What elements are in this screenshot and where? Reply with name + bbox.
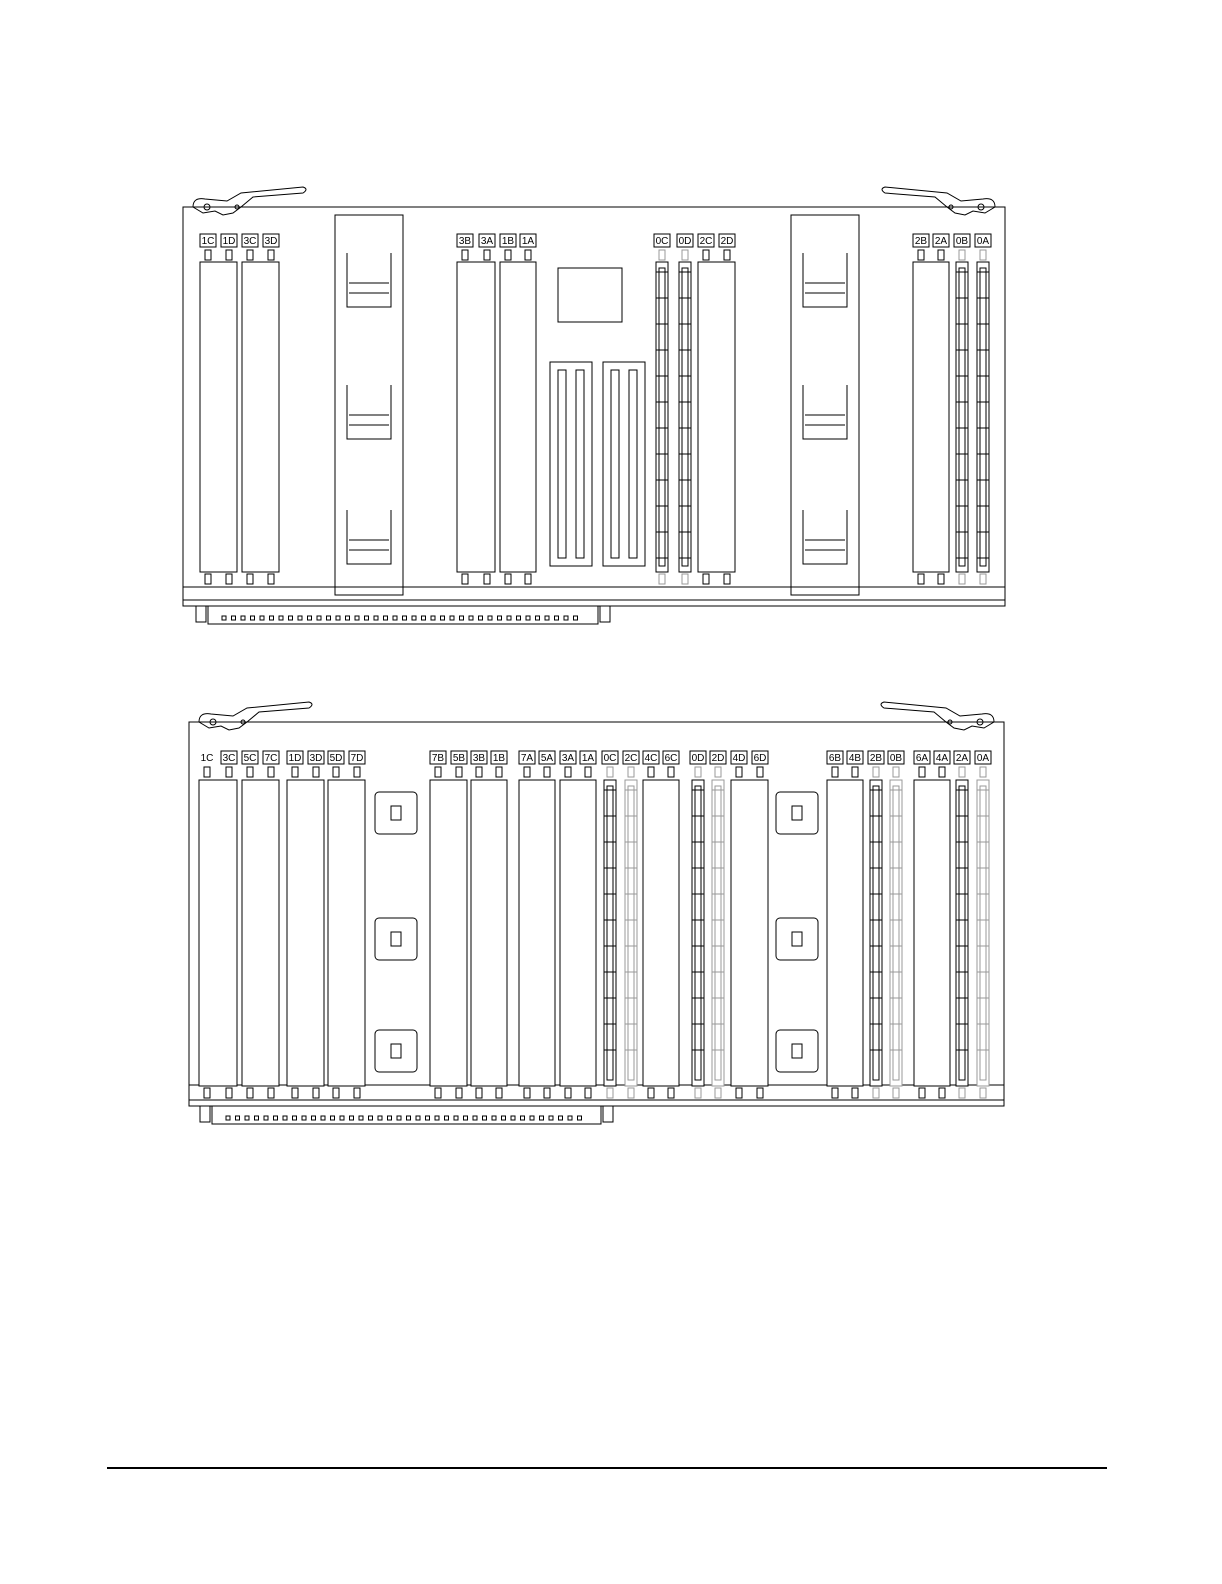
board-top-connector-key-right [600,606,610,622]
board-bottom-connector-pin [369,1116,373,1120]
board-top-connector-pin [422,616,426,620]
board-bottom-dimm-module [328,780,365,1086]
board-bottom-slot-label: 0D [691,753,705,764]
board-bottom-slot-label: 1C [200,753,214,764]
board-top-bottom-latch [205,574,211,584]
board-top-connector-pin [431,616,435,620]
board-top-heatsink-bracket [335,215,403,595]
board-bottom-top-latch [607,767,613,777]
board-top-ejector-left-body [193,187,306,215]
board-bottom-top-latch [496,767,502,777]
board-top-bottom-latch [226,574,232,584]
board-top-top-latch [918,250,924,260]
board-bottom-standoff [375,1030,417,1072]
board-top-connector-pin [393,616,397,620]
board-bottom-slot-label: 1A [581,753,595,764]
board-top-connector-pin [298,616,302,620]
board-bottom-bottom-latch [832,1088,838,1098]
board-top-socket [550,362,592,566]
board-top-slot-label: 1C [201,236,215,247]
board-top-connector-pin [260,616,264,620]
board-bottom-slot-label: 3D [309,753,323,764]
board-bottom-top-latch [226,767,232,777]
board-top-bottom-latch [980,574,986,584]
board-bottom-standoff [375,792,417,834]
board-top-connector-pin [251,616,255,620]
board-bottom-bottom-latch [247,1088,253,1098]
board-top-connector-pin [403,616,407,620]
board-top-connector-pin [498,616,502,620]
board-bottom-empty-slot-inner [607,786,613,1080]
board-top-connector-pin [469,616,473,620]
board-top-socket-rail [611,370,619,558]
board-top-connector-pin [450,616,454,620]
board-bottom-connector-pin [359,1116,363,1120]
board-bottom-connector-pin [302,1116,306,1120]
board-bottom-bottom-latch [715,1088,721,1098]
board-top-empty-slot-inner [659,268,665,566]
board-top-connector-pin [222,616,226,620]
board-bottom-connector-pin [435,1116,439,1120]
board-top-connector-pin [412,616,416,620]
board-bottom-slot-label: 1B [492,753,506,764]
board-top-top-latch [659,250,665,260]
board-bottom-dimm-module [430,780,467,1086]
board-bottom-slot-label: 2D [711,753,725,764]
board-bottom-connector-pin [483,1116,487,1120]
board-top-bottom-latch [505,574,511,584]
board-bottom-bottom-latch [435,1088,441,1098]
board-bottom-connector-pin [559,1116,563,1120]
board-bottom-bottom-latch [544,1088,550,1098]
board-bottom-standoff [776,1030,818,1072]
board-bottom-ejector-right [881,702,994,730]
board-top-slot-label: 1B [501,236,515,247]
board-top-connector-pin [374,616,378,620]
board-bottom-top-latch [628,767,634,777]
board-bottom-top-latch [354,767,360,777]
board-bottom-connector-key-right [603,1106,613,1122]
board-bottom-top-latch [893,767,899,777]
board-top-dimm-module [913,262,949,572]
board-bottom-connector-pin [511,1116,515,1120]
board-bottom-connector-pin [293,1116,297,1120]
board-top-top-latch [703,250,709,260]
board-top-slot-label: 2A [934,236,948,247]
board-top-top-latch [462,250,468,260]
board-bottom-top-latch [333,767,339,777]
board-bottom-empty-slot-inner [715,786,721,1080]
board-top-connector-pin [488,616,492,620]
board-top-dimm-module [500,262,536,572]
board-bottom-slot-label: 2C [624,753,638,764]
board-bottom-slot-label: 1D [288,753,302,764]
board-bottom-connector-pin [445,1116,449,1120]
board-top-bracket-clip [803,510,847,564]
board-bottom-bottom-latch [354,1088,360,1098]
board-top-ejector-left [193,187,306,215]
board-bottom-standoff [375,918,417,960]
board-top-slot-label: 2B [914,236,928,247]
board-top-top-latch [980,250,986,260]
board-bottom-standoff [776,792,818,834]
board-bottom-slot-label: 2A [955,753,969,764]
board-top-connector-pin [479,616,483,620]
board-top-connector-pin [545,616,549,620]
board-bottom-connector-pin [473,1116,477,1120]
board-top-bracket-clip [803,253,847,307]
board-top-connector-pin [555,616,559,620]
board-top-bottom-latch [247,574,253,584]
board-bottom-connector-pin [578,1116,582,1120]
board-bottom-empty-slot-inner [980,786,986,1080]
board-bottom-connector-pin [388,1116,392,1120]
board-bottom-connector-pin [312,1116,316,1120]
board-bottom-slot-label: 3B [472,753,486,764]
board-bottom-top-latch [544,767,550,777]
board-top-connector-pin [564,616,568,620]
board-bottom-bottom-latch [456,1088,462,1098]
board-top-connector-pin [574,616,578,620]
board-bottom-bottom-latch [736,1088,742,1098]
board-bottom-slot-label: 7C [264,753,278,764]
board-bottom-slot-label: 2B [869,753,883,764]
board-top-slot-label: 1D [222,236,236,247]
board-bottom-top-latch [757,767,763,777]
board-bottom-top-latch [648,767,654,777]
board-top-slot-label: 3D [264,236,278,247]
board-top-ejector-right-body [882,187,995,215]
board-bottom-standoff-hole [792,806,802,820]
board-bottom-connector-pin [540,1116,544,1120]
board-bottom-slot-label: 6A [915,753,929,764]
board-top-top-latch [205,250,211,260]
board-bottom-slot-label: 7D [350,753,364,764]
board-bottom-slot-label: 3C [222,753,236,764]
board-bottom-connector-pin [283,1116,287,1120]
board-top-bracket-clip [347,253,391,307]
board-bottom-edge-connector [212,1106,601,1124]
board-bottom-ejector-right-body [881,702,994,730]
board-bottom-bottom-latch [204,1088,210,1098]
board-top-slot-label: 0D [678,236,692,247]
board-top-connector-pin [317,616,321,620]
board-bottom-bottom-latch [313,1088,319,1098]
board-top-bottom-latch [525,574,531,584]
board-bottom-slot-label: 5C [243,753,257,764]
board-top-bottom-latch [938,574,944,584]
board-top-slot-label: 3C [243,236,257,247]
board-bottom-standoff [776,918,818,960]
board-top-controller-chip [558,268,622,322]
board-top-bottom-latch [682,574,688,584]
board-bottom-slot-label: 0C [603,753,617,764]
board-bottom-slot-label: 7A [520,753,534,764]
board-top-connector-pin [232,616,236,620]
board-bottom-edge-strip [189,1100,1004,1106]
board-top-connector-pin [355,616,359,620]
board-bottom-top-latch [247,767,253,777]
page-footer-rule [107,1467,1107,1469]
board-bottom-bottom-latch [628,1088,634,1098]
board-bottom-bottom-latch [873,1088,879,1098]
board-top-bracket-clip [347,385,391,439]
board-bottom-connector-pin [568,1116,572,1120]
board-bottom-slot-label: 5A [540,753,554,764]
board-bottom-connector-pin [226,1116,230,1120]
board-bottom-slot-label: 5D [329,753,343,764]
board-bottom-bottom-latch [893,1088,899,1098]
board-top-top-latch [268,250,274,260]
board-bottom-top-latch [292,767,298,777]
board-bottom-slot-label: 6B [828,753,842,764]
board-bottom-bottom-latch [585,1088,591,1098]
board-bottom-dimm-module [242,780,279,1086]
board-top-bracket-clip [803,385,847,439]
board-bottom-dimm-module [287,780,324,1086]
board-bottom-top-latch [873,767,879,777]
board-top-empty-slot-inner [959,268,965,566]
board-top-bottom-latch [918,574,924,584]
board-top-connector-pin [460,616,464,620]
board-bottom-connector-pin [502,1116,506,1120]
board-bottom-top-latch [832,767,838,777]
board-bottom-empty-slot-inner [873,786,879,1080]
board-top-dimm-module [200,262,237,572]
board-bottom-connector-pin [521,1116,525,1120]
board-bottom-top-latch [204,767,210,777]
board-top-slot-label: 2C [699,236,713,247]
board-bottom-top-latch [524,767,530,777]
board-bottom-top-latch [959,767,965,777]
board-top-connector-pin [365,616,369,620]
board-bottom-connector-pin [378,1116,382,1120]
board-top-top-latch [938,250,944,260]
board-top [183,187,1005,624]
board-bottom-slot-label: 4B [848,753,862,764]
board-bottom-dimm-module [731,780,768,1086]
board-bottom-connector-pin [331,1116,335,1120]
board-bottom-empty-slot-inner [893,786,899,1080]
board-top-connector-pin [279,616,283,620]
board-bottom-bottom-latch [226,1088,232,1098]
board-top-top-latch [484,250,490,260]
board-top-slot-label: 0B [955,236,969,247]
board-bottom-bottom-latch [268,1088,274,1098]
board-bottom-connector-pin [407,1116,411,1120]
board-bottom-top-latch [852,767,858,777]
board-bottom-bottom-latch [852,1088,858,1098]
board-bottom-dimm-module [471,780,507,1086]
board-top-socket-rail [629,370,637,558]
board-bottom-ejector-left [199,702,312,730]
board-bottom-standoff-hole [391,1044,401,1058]
board-top-connector-pin [270,616,274,620]
board-bottom-bottom-latch [980,1088,986,1098]
board-bottom-bottom-latch [695,1088,701,1098]
board-bottom [189,702,1004,1124]
board-bottom-top-latch [456,767,462,777]
board-bottom-empty-slot-inner [628,786,634,1080]
board-bottom-dimm-module [199,780,237,1086]
board-bottom-bottom-latch [959,1088,965,1098]
board-bottom-bottom-latch [939,1088,945,1098]
board-top-top-latch [525,250,531,260]
board-bottom-bottom-latch [565,1088,571,1098]
board-bottom-top-latch [736,767,742,777]
board-bottom-empty-slot-inner [959,786,965,1080]
board-bottom-bottom-latch [333,1088,339,1098]
board-bottom-connector-pin [340,1116,344,1120]
board-bottom-connector-pin [454,1116,458,1120]
board-top-empty-slot-inner [980,268,986,566]
board-top-slot-label: 2D [720,236,734,247]
board-top-slot-label: 3B [458,236,472,247]
board-bottom-dimm-module [914,780,950,1086]
board-bottom-top-latch [476,767,482,777]
board-top-top-latch [724,250,730,260]
board-bottom-connector-pin [264,1116,268,1120]
board-bottom-empty-slot-inner [695,786,701,1080]
board-top-bottom-latch [462,574,468,584]
board-bottom-top-latch [268,767,274,777]
board-bottom-top-latch [668,767,674,777]
board-top-bottom-latch [484,574,490,584]
board-bottom-slot-label: 3A [561,753,575,764]
board-bottom-slot-label: 0B [889,753,903,764]
board-bottom-dimm-module [560,780,596,1086]
board-top-connector-key-left [196,606,206,622]
board-top-connector-pin [308,616,312,620]
board-bottom-bottom-latch [524,1088,530,1098]
board-top-bottom-latch [703,574,709,584]
board-top-connector-pin [517,616,521,620]
board-top-bottom-latch [724,574,730,584]
board-bottom-bottom-latch [607,1088,613,1098]
board-bottom-dimm-module [827,780,863,1086]
board-bottom-slot-label: 0A [976,753,990,764]
board-bottom-dimm-module [643,780,679,1086]
board-top-dimm-module [457,262,495,572]
board-bottom-standoff-hole [792,1044,802,1058]
board-bottom-top-latch [939,767,945,777]
board-bottom-top-latch [435,767,441,777]
board-bottom-connector-key-left [200,1106,210,1122]
board-top-top-latch [247,250,253,260]
board-bottom-standoff-hole [391,932,401,946]
board-top-connector-pin [441,616,445,620]
board-bottom-bottom-latch [648,1088,654,1098]
board-top-slot-label: 0A [976,236,990,247]
board-top-socket-rail [558,370,566,558]
board-bottom-slot-label: 5B [452,753,466,764]
board-top-socket-rail [576,370,584,558]
board-top-connector-pin [327,616,331,620]
board-bottom-top-latch [313,767,319,777]
board-bottom-connector-pin [245,1116,249,1120]
board-bottom-bottom-latch [919,1088,925,1098]
board-top-connector-pin [526,616,530,620]
board-top-top-latch [959,250,965,260]
board-bottom-top-latch [715,767,721,777]
board-bottom-top-latch [565,767,571,777]
board-top-slot-label: 0C [655,236,669,247]
board-bottom-connector-pin [274,1116,278,1120]
board-top-slot-label: 3A [480,236,494,247]
board-bottom-ejector-left-body [199,702,312,730]
board-top-slot-label: 1A [521,236,535,247]
board-bottom-slot-label: 4C [644,753,658,764]
board-top-connector-pin [346,616,350,620]
board-bottom-slot-label: 4D [732,753,746,764]
board-bottom-top-latch [980,767,986,777]
board-bottom-standoff-hole [792,932,802,946]
board-top-empty-slot-inner [682,268,688,566]
board-bottom-connector-pin [530,1116,534,1120]
board-bottom-connector-pin [350,1116,354,1120]
board-top-socket [603,362,645,566]
board-bottom-bottom-latch [292,1088,298,1098]
board-top-top-latch [682,250,688,260]
board-bottom-connector-pin [464,1116,468,1120]
board-bottom-slot-label: 7B [431,753,445,764]
board-bottom-bottom-latch [668,1088,674,1098]
board-bottom-bottom-latch [496,1088,502,1098]
board-top-dimm-module [242,262,279,572]
board-top-outline [183,207,1005,600]
board-top-heatsink-bracket [791,215,859,595]
board-top-connector-pin [289,616,293,620]
board-top-bracket-clip [347,510,391,564]
board-top-top-latch [226,250,232,260]
board-bottom-connector-pin [549,1116,553,1120]
board-bottom-dimm-module [519,780,555,1086]
board-top-connector-pin [536,616,540,620]
board-bottom-top-latch [919,767,925,777]
board-top-connector-pin [384,616,388,620]
board-top-connector-pin [241,616,245,620]
board-bottom-top-latch [585,767,591,777]
board-bottom-slot-label: 6C [664,753,678,764]
board-top-connector-pin [336,616,340,620]
board-bottom-connector-pin [397,1116,401,1120]
board-bottom-slot-label: 4A [935,753,949,764]
board-bottom-connector-pin [255,1116,259,1120]
board-top-bottom-latch [268,574,274,584]
board-bottom-connector-pin [492,1116,496,1120]
board-bottom-connector-pin [426,1116,430,1120]
board-top-top-latch [505,250,511,260]
board-top-bottom-latch [659,574,665,584]
board-top-ejector-right [882,187,995,215]
board-bottom-top-latch [695,767,701,777]
board-bottom-bottom-latch [757,1088,763,1098]
board-top-edge-connector [208,606,598,624]
board-bottom-bottom-latch [476,1088,482,1098]
board-top-edge-strip [183,600,1005,606]
board-bottom-standoff-hole [391,806,401,820]
board-top-bottom-latch [959,574,965,584]
board-bottom-slot-label: 6D [753,753,767,764]
board-bottom-connector-pin [236,1116,240,1120]
board-bottom-connector-pin [321,1116,325,1120]
board-top-connector-pin [507,616,511,620]
board-top-dimm-module [698,262,735,572]
board-bottom-connector-pin [416,1116,420,1120]
